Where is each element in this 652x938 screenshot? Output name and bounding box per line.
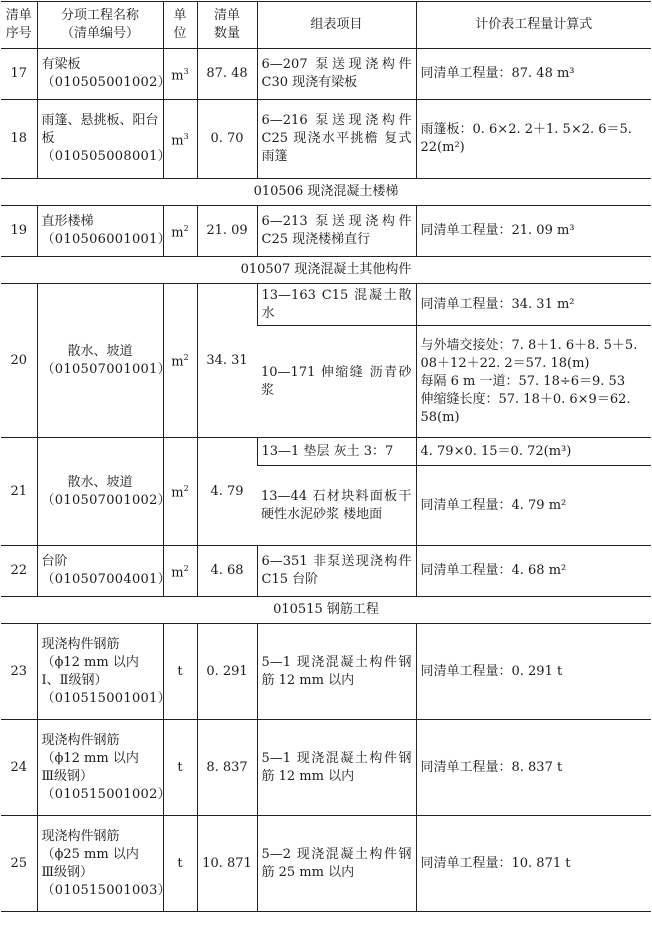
header-seq: 清单 序号	[1, 2, 37, 49]
row-unit: $m^2$	[163, 284, 197, 438]
item-name: 直形楼梯	[41, 214, 94, 229]
row-unit: t	[163, 720, 197, 816]
row-seq: 19	[1, 206, 37, 257]
table-row-25	[1, 816, 651, 912]
row-qty: 4. 68	[197, 546, 257, 597]
item-code: （010515001003）	[41, 882, 171, 898]
row-seq: 21	[1, 438, 37, 546]
row-formula: 同清单工程量：4. 79 m²	[416, 466, 651, 546]
item-code: （010507001001）	[41, 361, 171, 377]
table-header-row	[1, 2, 651, 49]
item-code: （010505008001）	[41, 149, 171, 164]
table-row-20a	[1, 284, 651, 326]
item-code: （010515001001）	[41, 690, 171, 706]
table-row-24	[1, 720, 651, 816]
row-formula: 同清单工程量：34. 31 m²	[416, 284, 651, 326]
row-formula: 雨篷板：0. 6×2. 2＋1. 5×2. 6＝5. 22(m²)	[416, 100, 651, 179]
row-qty: 34. 31	[197, 284, 257, 438]
row-qty: 21. 09	[197, 206, 257, 257]
row-unit: $m^2$	[163, 546, 197, 597]
row-item: 5—1 现浇混凝土构件钢筋 12 mm 以内	[257, 624, 416, 720]
row-item: 5—2 现浇混凝土构件钢筋 25 mm 以内	[257, 816, 416, 912]
row-item: 13—163 C15 混凝土散水	[257, 284, 416, 326]
item-name: 有梁板	[41, 57, 81, 72]
item-code: （010506001001）	[41, 232, 171, 247]
header-items: 组表项目	[257, 2, 416, 49]
row-unit: $m^3$	[163, 49, 197, 100]
item-name: 雨篷、悬挑板、阳台板	[41, 113, 159, 146]
row-qty: 8. 837	[197, 720, 257, 816]
item-name: 散水、坡道	[67, 474, 133, 490]
header-formula: 计价表工程量计算式	[416, 2, 651, 49]
row-item: 6—351 非泵送现浇构件 C15 台阶	[257, 546, 416, 597]
item-code: （010505001002）	[41, 75, 171, 90]
table-row-19	[1, 206, 651, 257]
row-seq: 24	[1, 720, 37, 816]
row-unit: $m^2$	[163, 206, 197, 257]
row-name	[37, 206, 171, 257]
quantity-calculation-table	[1, 1, 651, 912]
table-row-22	[1, 546, 651, 597]
row-unit: $m^2$	[163, 438, 197, 546]
row-formula: 4. 79×0. 15＝0. 72(m³)	[416, 438, 651, 466]
row-formula: 同清单工程量：8. 837 t	[416, 720, 651, 816]
item-name: 现浇构件钢筋 （ϕ25 mm 以内 Ⅲ级钢）	[41, 828, 139, 880]
item-code: （010507004001）	[41, 572, 171, 587]
section-row-010506	[1, 179, 651, 206]
row-unit: t	[163, 624, 197, 720]
row-formula: 同清单工程量：0. 291 t	[416, 624, 651, 720]
row-seq: 23	[1, 624, 37, 720]
row-qty: 10. 871	[197, 816, 257, 912]
row-seq: 22	[1, 546, 37, 597]
row-item: 13—1 垫层 灰土 3：7	[257, 438, 416, 466]
row-name	[37, 720, 171, 816]
row-name	[37, 624, 171, 720]
item-name: 现浇构件钢筋 （ϕ12 mm 以内 Ⅲ级钢）	[41, 732, 139, 784]
table-row-17	[1, 49, 651, 100]
header-qty: 清单 数量	[197, 2, 257, 49]
row-name	[37, 284, 171, 438]
table-row-23	[1, 624, 651, 720]
header-name: 分项工程名称 （清单编号）	[37, 2, 163, 49]
row-formula: 与外墙交接处：7. 8＋1. 6＋8. 5＋5. 08＋12＋22. 2＝57. 18(m) 每隔 6 m 一道：57. 18÷6＝9. 53 伸缩缝长度：57. 18＋0. 6×9＝62. 58(m)	[416, 326, 651, 438]
section-title: 010515 钢筋工程	[1, 597, 651, 624]
section-title: 010507 现浇混凝土其他构件	[1, 257, 651, 284]
table-row-21a	[1, 438, 651, 466]
row-item: 10—171 伸缩缝 沥青砂浆	[257, 326, 416, 438]
row-qty: 4. 79	[197, 438, 257, 546]
row-item: 13—44 石材块料面板干硬性水泥砂浆 楼地面	[257, 466, 416, 546]
row-name	[37, 546, 171, 597]
row-item: 6—207 泵送现浇构件C30 现浇有梁板	[257, 49, 416, 100]
table-row-18	[1, 100, 651, 179]
row-item: 6—213 泵送现浇构件C25 现浇楼梯直行	[257, 206, 416, 257]
row-seq: 25	[1, 816, 37, 912]
section-row-010507	[1, 257, 651, 284]
row-seq: 17	[1, 49, 37, 100]
row-item: 6—216 泵送现浇构件C25 现浇水平挑檐 复式雨篷	[257, 100, 416, 179]
section-title: 010506 现浇混凝土楼梯	[1, 179, 651, 206]
row-name	[37, 49, 171, 100]
item-name: 现浇构件钢筋 （ϕ12 mm 以内 Ⅰ、Ⅱ级钢）	[41, 636, 139, 688]
row-name	[37, 438, 171, 546]
item-name: 散水、坡道	[67, 343, 133, 359]
row-formula: 同清单工程量：10. 871 t	[416, 816, 651, 912]
row-qty: 87. 48	[197, 49, 257, 100]
item-name: 台阶	[41, 554, 68, 569]
row-seq: 20	[1, 284, 37, 438]
row-formula: 同清单工程量：87. 48 m³	[416, 49, 651, 100]
row-unit: $m^3$	[163, 100, 197, 179]
item-code: （010507001002）	[41, 492, 171, 508]
row-item: 5—1 现浇混凝土构件钢筋 12 mm 以内	[257, 720, 416, 816]
row-name	[37, 100, 171, 179]
row-qty: 0. 291	[197, 624, 257, 720]
row-formula: 同清单工程量：21. 09 m³	[416, 206, 651, 257]
row-formula: 同清单工程量：4. 68 m²	[416, 546, 651, 597]
header-unit: 单 位	[163, 2, 197, 49]
row-qty: 0. 70	[197, 100, 257, 179]
row-name	[37, 816, 171, 912]
item-code: （010515001002）	[41, 786, 171, 802]
row-unit: t	[163, 816, 197, 912]
row-seq: 18	[1, 100, 37, 179]
section-row-010515	[1, 597, 651, 624]
